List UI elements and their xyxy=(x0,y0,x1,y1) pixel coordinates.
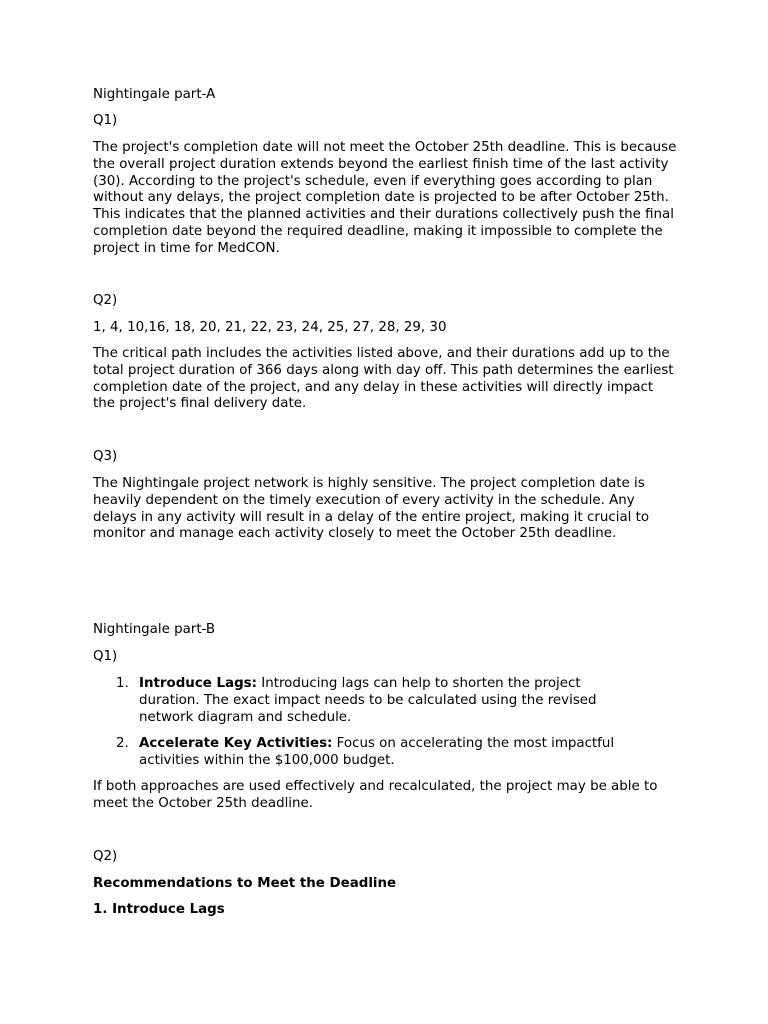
list-item-number: 2. xyxy=(116,736,129,751)
list-item-title: Accelerate Key Activities: xyxy=(139,736,333,751)
part-b-heading: Nightingale part-B xyxy=(93,622,216,637)
list-item-text xyxy=(139,736,639,770)
part-a-q2-label: Q2) xyxy=(93,293,118,308)
list-item-number: 1. xyxy=(116,676,129,691)
part-b-q1-conclusion: If both approaches are used effectively and recalculated, the project may be able to meet the October 25th deadline. xyxy=(93,779,658,811)
list-item-text xyxy=(139,676,639,726)
part-b-q2-title: Recommendations to Meet the Deadline xyxy=(93,876,397,891)
part-a-heading: Nightingale part-A xyxy=(93,87,216,102)
part-a-q3-label: Q3) xyxy=(93,449,118,464)
list-item-body: Focus on accelerating the most impactful activities within the $100,000 budget. xyxy=(139,736,615,768)
part-a-q3-answer: The Nightingale project network is highly sensitive. The project completion date is heavily dependent on the timely execution of every activity in the schedule. Any delays in any activity will result in a delay of the entire project, making it crucial to monitor and manage each activity closely to meet the October 25th deadline. xyxy=(93,476,650,542)
part-a-q1-answer: The project's completion date will not meet the October 25th deadline. This is because the overall project duration extends beyond the earliest finish time of the last activity (30). According to the project's schedule, even if everything goes according to plan without any delays, the project completion date is projected to be after October 25th. This indicates that the planned activities and their durations collectively push the final completion date beyond the required deadline, making it impossible to complete the project in time for MedCON. xyxy=(93,140,677,256)
part-a-q2-activities: 1, 4, 10,16, 18, 20, 21, 22, 23, 24, 25, 27, 28, 29, 30 xyxy=(93,320,447,335)
part-b-q2-subheading: 1. Introduce Lags xyxy=(93,902,225,917)
part-b-q1-label: Q1) xyxy=(93,649,118,664)
list-item-body: Introducing lags can help to shorten the project duration. The exact impact needs to be calculated using the revised network diagram and schedule. xyxy=(139,676,597,725)
part-b-q2-label: Q2) xyxy=(93,849,118,864)
list-item-title: Introduce Lags: xyxy=(139,676,257,691)
part-a-q2-answer: The critical path includes the activities listed above, and their durations add up to the total project duration of 366 days along with day off. This path determines the earliest completion date of the project, and any delay in these activities will directly impact the project's final delivery date. xyxy=(93,346,674,412)
part-a-q1-label: Q1) xyxy=(93,113,118,128)
